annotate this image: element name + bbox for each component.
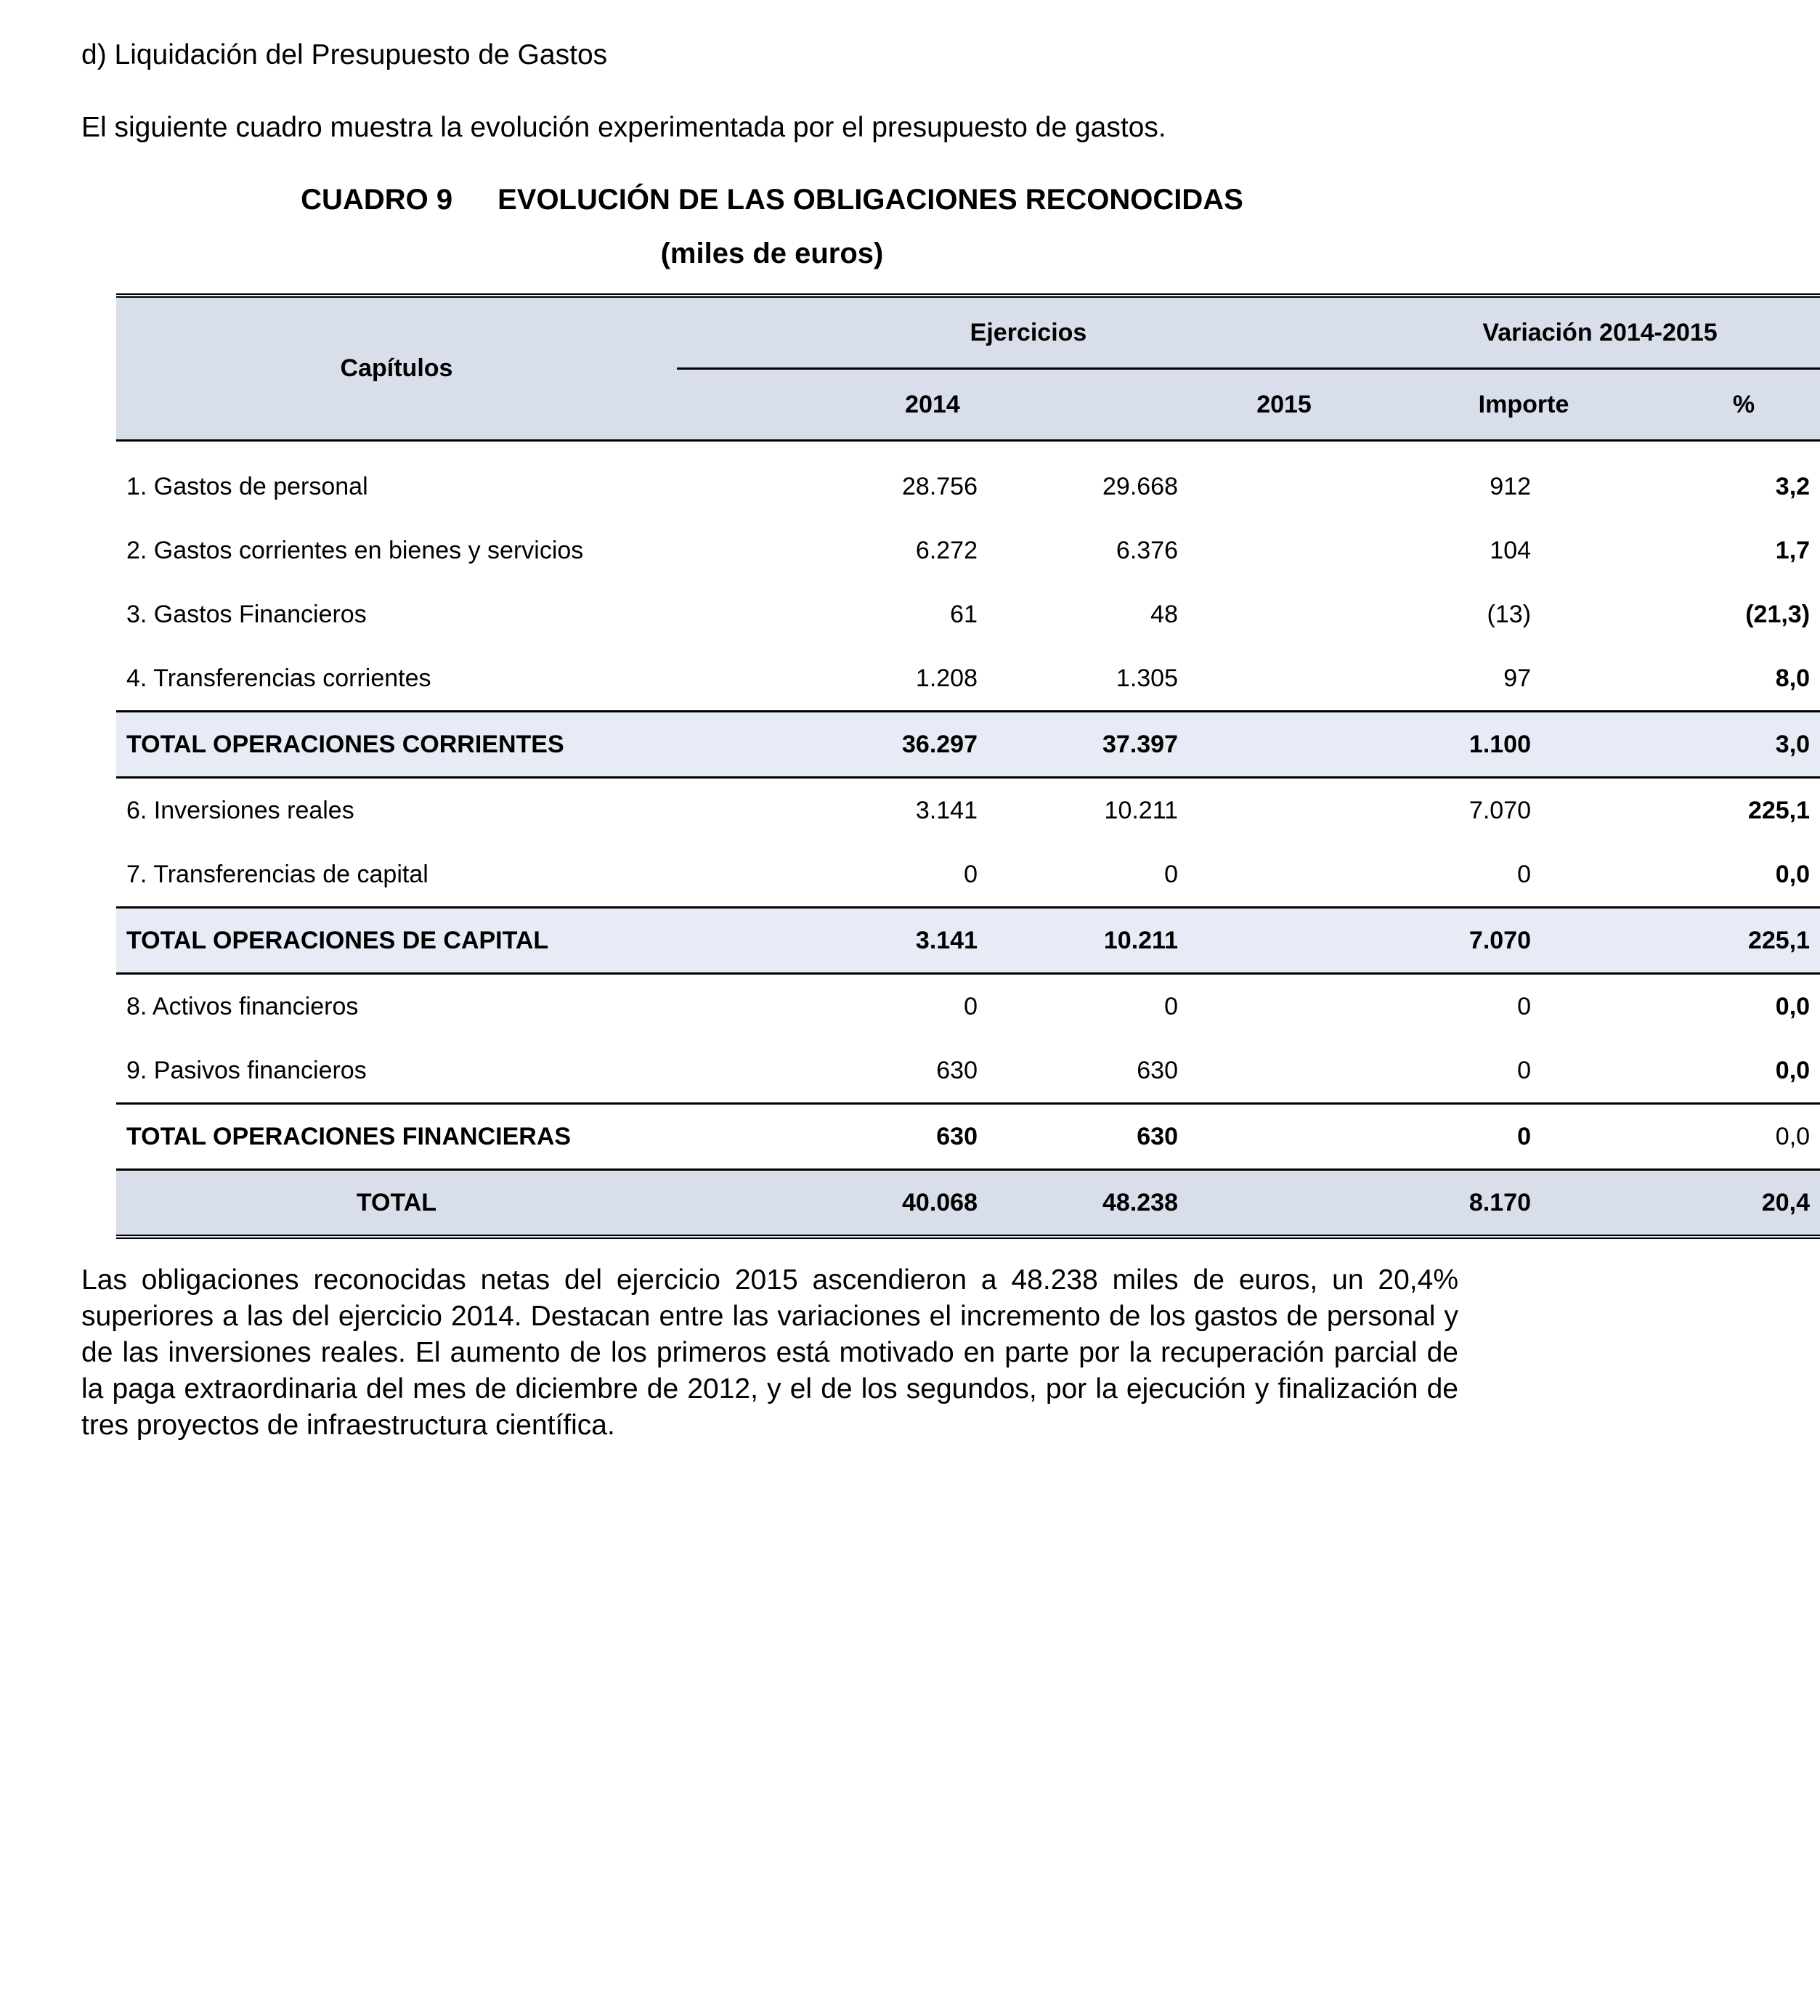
table-row: [116, 778, 1820, 843]
row-label: 8. Activos financieros: [126, 992, 359, 1020]
table-title-text: EVOLUCIÓN DE LAS OBLIGACIONES RECONOCIDAS: [497, 184, 1243, 216]
cell-pct: 1,7: [1775, 536, 1811, 564]
summary-paragraph: Las obligaciones reconocidas netas del ejercicio 2015 ascendieron a 48.238 miles de euros, un 20,4% superiores a las del ejercicio 2014. Destacan entre las variaciones el incremento de los gastos de personal y de las inversiones reales. El aumento de los primeros está motivado en parte por la recuperación parcial de la paga extraordinaria del mes de diciembre de 2012, y el de los segundos, por la ejecución y finalización de tres proyectos de infraestructura científica.: [81, 1264, 1458, 1441]
cell-2015: 10.211: [988, 908, 1188, 974]
cell-importe: (13): [1487, 600, 1532, 628]
cell-2015: 0: [1164, 860, 1178, 888]
cell-2015: 0: [1164, 992, 1178, 1020]
row-label: TOTAL: [116, 1170, 677, 1237]
intro-text: El siguiente cuadro muestra la evolución experimentada por el presupuesto de gastos.: [81, 112, 1166, 143]
cell-2014: 3.141: [677, 908, 988, 974]
cell-2015: 6.376: [1116, 536, 1178, 564]
cell-pct: 20,4: [1541, 1170, 1820, 1237]
table-number: CUADRO 9: [301, 184, 453, 216]
cell-pct: 3,2: [1775, 472, 1811, 500]
cell-2015: 29.668: [1102, 472, 1178, 500]
cell-pct: 8,0: [1775, 664, 1811, 692]
row-label: TOTAL OPERACIONES FINANCIERAS: [116, 1104, 677, 1170]
header-variacion: Variación 2014-2015: [1380, 296, 1820, 369]
row-label: 9. Pasivos financieros: [126, 1056, 367, 1084]
header-pct: %: [1667, 369, 1820, 441]
table-row: [116, 1039, 1820, 1104]
subtotal-row: [116, 712, 1820, 778]
cell-importe: 97: [1503, 664, 1532, 692]
row-label: 2. Gastos corrientes en bienes y servicios: [126, 536, 584, 564]
cell-2014: 6.272: [915, 536, 978, 564]
cell-pct: 225,1: [1541, 908, 1820, 974]
cell-2015: 48: [1150, 600, 1178, 628]
cell-pct: 0,0: [1541, 1104, 1820, 1170]
cell-2015: 10.211: [1104, 796, 1178, 824]
row-label: 3. Gastos Financieros: [126, 600, 367, 628]
cell-2014: 0: [964, 992, 978, 1020]
cell-2014: 36.297: [677, 712, 988, 778]
cell-pct: 0,0: [1775, 1056, 1811, 1084]
header-row-1: [116, 296, 1820, 369]
cell-importe: 7.070: [1188, 908, 1541, 974]
obligaciones-table: [116, 293, 1820, 1239]
cell-importe: 0: [1517, 860, 1532, 888]
table-row: [116, 441, 1820, 519]
cell-2015: 630: [988, 1104, 1188, 1170]
cell-importe: 0: [1517, 992, 1532, 1020]
cell-pct: (21,3): [1745, 600, 1811, 628]
row-label: TOTAL OPERACIONES DE CAPITAL: [116, 908, 677, 974]
cell-2015: 48.238: [988, 1170, 1188, 1237]
cell-importe: 8.170: [1188, 1170, 1541, 1237]
cell-2014: 1.208: [915, 664, 978, 692]
cell-importe: 1.100: [1188, 712, 1541, 778]
cell-2014: 61: [950, 600, 978, 628]
section-heading: d) Liquidación del Presupuesto de Gastos: [81, 39, 608, 70]
subtotal-row: [116, 908, 1820, 974]
table-title: [0, 182, 1544, 218]
table-row: [116, 646, 1820, 712]
table-row: [116, 842, 1820, 908]
cell-pct: 0,0: [1775, 992, 1811, 1020]
cell-importe: 0: [1517, 1056, 1532, 1084]
row-label: TOTAL OPERACIONES CORRIENTES: [116, 712, 677, 778]
cell-2014: 630: [677, 1104, 988, 1170]
cell-2014: 0: [964, 860, 978, 888]
cell-importe: 7.070: [1468, 796, 1532, 824]
row-label: 7. Transferencias de capital: [126, 860, 428, 888]
cell-pct: 0,0: [1775, 860, 1811, 888]
cell-2015: 1.305: [1116, 664, 1178, 692]
header-2015: 2015: [1188, 369, 1380, 441]
cell-importe: 104: [1490, 536, 1532, 564]
header-2014: 2014: [677, 369, 1188, 441]
cell-importe: 912: [1490, 472, 1532, 500]
subtotal-row: [116, 1104, 1820, 1170]
cell-2015: 630: [1137, 1056, 1178, 1084]
row-label: 6. Inversiones reales: [126, 796, 354, 824]
cell-2014: 630: [936, 1056, 978, 1084]
cell-2014: 40.068: [677, 1170, 988, 1237]
header-importe: Importe: [1380, 369, 1667, 441]
cell-pct: 225,1: [1747, 796, 1811, 824]
cell-2015: 37.397: [988, 712, 1188, 778]
header-capitulos: Capítulos: [116, 296, 677, 441]
cell-pct: 3,0: [1541, 712, 1820, 778]
table-row: [116, 974, 1820, 1039]
row-label: 4. Transferencias corrientes: [126, 664, 431, 692]
cell-2014: 3.141: [915, 796, 978, 824]
table-subtitle: (miles de euros): [660, 237, 884, 269]
table-row: [116, 582, 1820, 646]
table-row: [116, 519, 1820, 582]
header-ejercicios: Ejercicios: [677, 296, 1380, 369]
grand-total-row: [116, 1170, 1820, 1237]
row-label: 1. Gastos de personal: [126, 472, 368, 500]
cell-2014: 28.756: [902, 472, 978, 500]
cell-importe: 0: [1188, 1104, 1541, 1170]
